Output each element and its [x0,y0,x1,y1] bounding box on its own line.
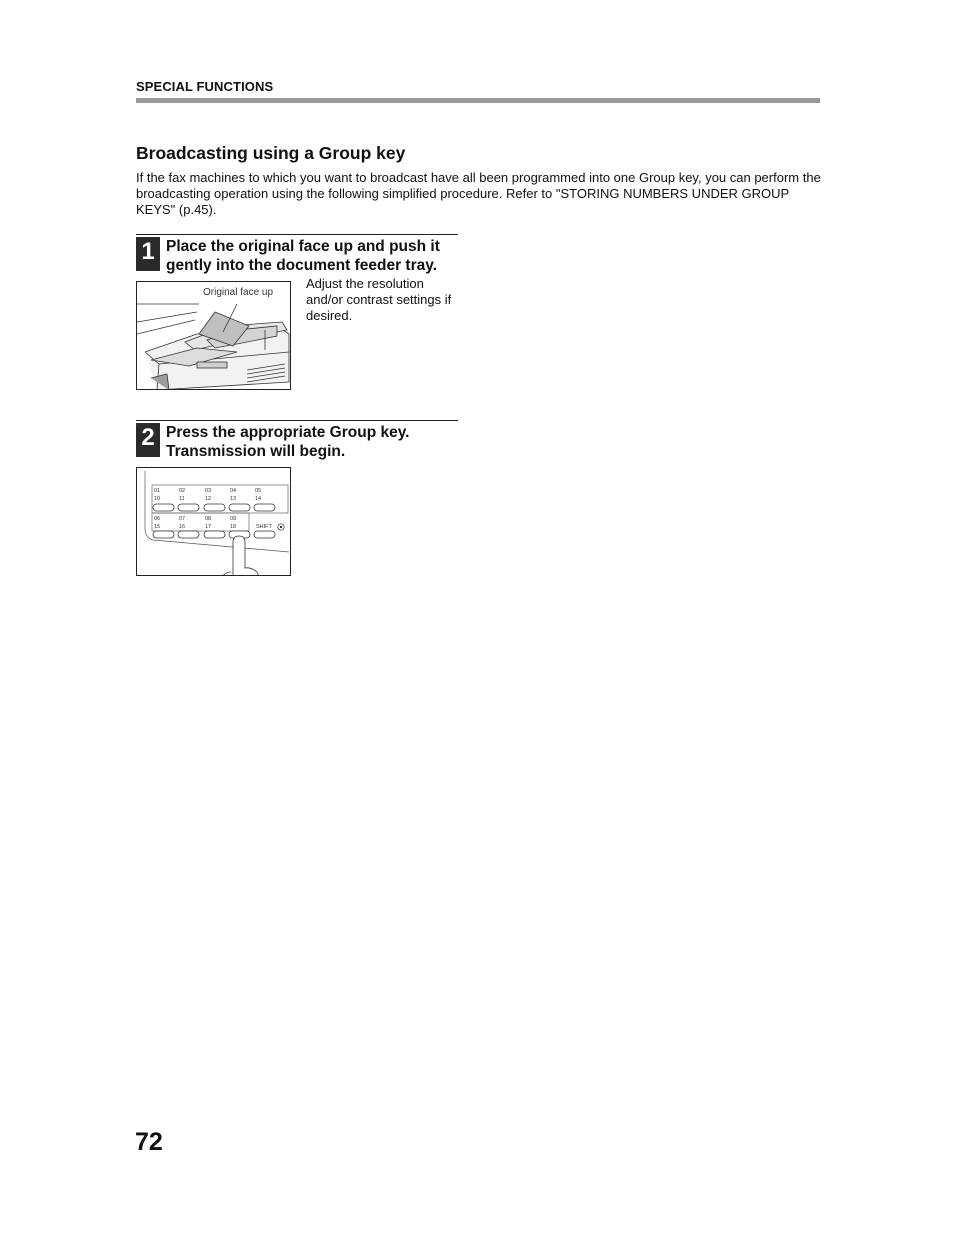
step-1-figure [136,281,291,390]
step-2 [136,420,458,461]
key-label-16: 16 [179,524,186,530]
key-label-17: 17 [205,524,212,530]
key-label-15: 15 [154,524,161,530]
key-label-05: 05 [255,488,262,494]
step-2-title: Press the appropriate Group key. Transmission will begin. [166,424,410,460]
fax-machine-illustration [137,282,291,390]
group-keypad-illustration [137,468,291,576]
key-label-18: 18 [230,524,237,530]
key-label-01: 01 [154,488,161,494]
step-2-number: 2 [136,423,160,457]
step-1-number: 1 [136,237,160,271]
header-rule [136,98,820,103]
key-label-04: 04 [230,488,237,494]
step-1-title: Place the original face up and push it gently into the document feeder tray. [166,238,440,274]
page-title: Broadcasting using a Group key [136,143,406,163]
figure-caption: Original face up [203,287,274,298]
key-label-14: 14 [255,496,262,502]
key-label-12: 12 [205,496,212,502]
step-1 [136,234,458,275]
key-label-02: 02 [179,488,186,494]
key-label-11: 11 [179,496,185,502]
key-label-03: 03 [205,488,212,494]
step-1-note: Adjust the resolution and/or contrast settings if desired. [306,276,452,323]
key-label-08: 08 [205,516,212,522]
shift-key-label: SHIFT [256,524,272,530]
step-2-figure [136,467,291,576]
intro-paragraph: If the fax machines to which you want to broadcast have all been programmed into one Group key, you can perform the broadcasting operation using the following simplified procedure. Refer to "STORING NUMBERS UNDER GROUP KEYS" (p.45). [136,170,821,217]
key-label-06: 06 [154,516,161,522]
section-header: SPECIAL FUNCTIONS [136,79,274,94]
key-label-13: 13 [230,496,237,502]
page-number: 72 [135,1128,163,1156]
key-label-10: 10 [154,496,161,502]
key-label-07: 07 [179,516,186,522]
key-label-09: 09 [230,516,237,522]
